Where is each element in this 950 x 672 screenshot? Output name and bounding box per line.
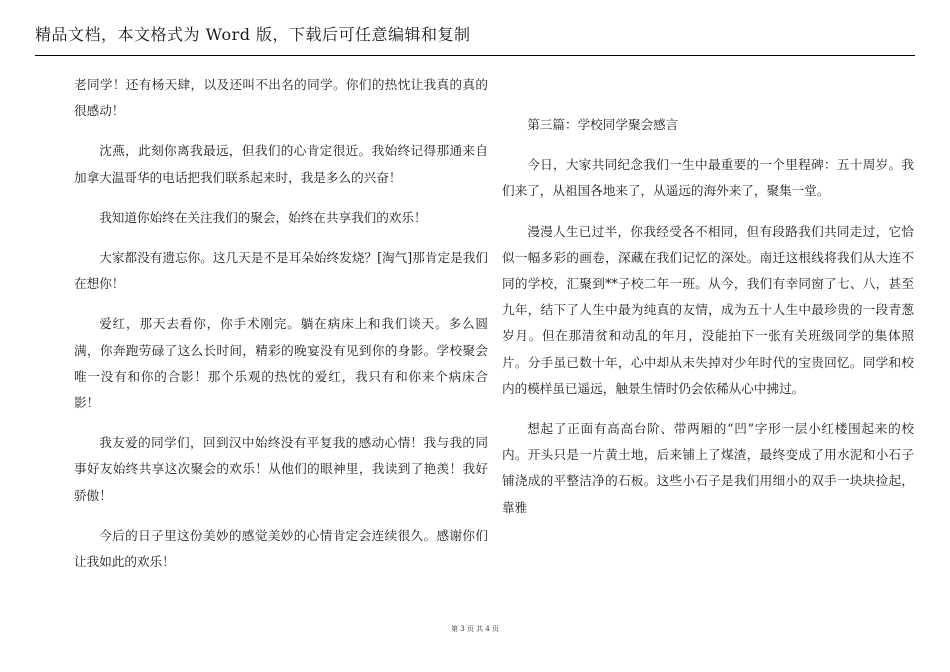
- paragraph: 爱红，那天去看你，你手术刚完。躺在病床上和我们谈天。多么圆满，你奔跑劳碌了这么长时间，精彩的晚宴没有见到你的身影。学校聚会唯一没有和你的合影！那个乐观的热忱的爱红，我只有和你来个病床合影！: [74, 316, 488, 411]
- left-column: [74, 72, 488, 575]
- paragraph: 今后的日子里这份美妙的感觉美妙的心情肯定会连续很久。感谢你们让我如此的欢乐！: [74, 527, 488, 570]
- paragraph: 沈燕，此刻你离我最远，但我们的心肯定很近。我始终记得那通来自加拿大温哥华的电话把我们联系起来时，我是多么的兴奋！: [74, 143, 488, 185]
- paragraph: 今日，大家共同纪念我们一生中最重要的一个里程碑：五十周岁。我们来了，从祖国各地来了，从遥远的海外来了，聚集一堂。: [502, 157, 914, 199]
- paragraph: 想起了正面有高高台阶、带两厢的“凹”字形一层小红楼围起来的校内。开头只是一片黄土地，后来铺上了煤渣，最终变成了用水泥和小石子铺浇成的平整洁净的石板。这些小石子是我们用细小的双手一块块捡起，靠雅: [502, 421, 914, 515]
- section-title: 第三篇：学校同学聚会感言: [527, 117, 679, 132]
- right-column: [502, 112, 914, 521]
- document-header: 精品文档，本文格式为 Word 版，下载后可任意编辑和复制: [35, 25, 471, 44]
- paragraph: 我友爱的同学们，回到汉中始终没有平复我的感动心情！我与我的同事好友始终共享这次聚会的欢乐！从他们的眼神里，我读到了艳羡！我好骄傲！: [74, 435, 488, 503]
- paragraph: 我知道你始终在关注我们的聚会，始终在共享我们的欢乐！: [99, 209, 427, 225]
- page-number: 第 3 页 共 4 页: [450, 625, 500, 633]
- paragraph: 漫漫人生已过半，你我经受各不相同，但有段路我们共同走过，它恰似一幅多彩的画卷，深藏在我们记忆的深处。南迁这根线将我们从大连不同的学校，汇聚到**子校二年一班。从今，我们有幸同窗了七、八，甚至九年，结下了人生中最为纯真的友情，成为五十人生中最珍贵的一段青葱岁月。但在那清贫和动乱的年月，没能拍下一张有关班级同学的集体照片。分手虽已数十年，心中却从未失掉对少年时代的宝贵回忆。同学和校内的模样虽已遥远，触景生情时仍会依稀从心中拂过。: [502, 223, 914, 396]
- paragraph: 大家都没有遗忘你。这几天是不是耳朵始终发烧？[淘气]那肯定是我们在想你！: [74, 250, 488, 292]
- paragraph: 老同学！还有杨天肆，以及还叫不出名的同学。你们的热忱让我真的真的很感动！: [74, 77, 488, 119]
- header-divider: [35, 55, 915, 56]
